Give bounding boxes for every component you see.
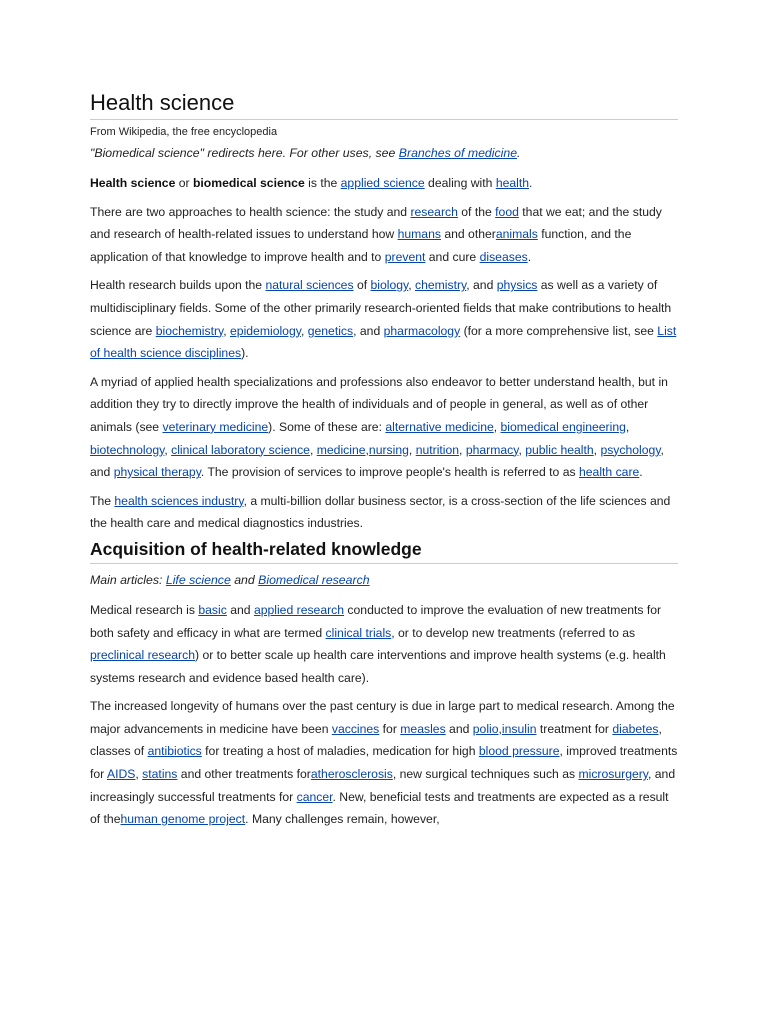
link-basic[interactable]: basic — [198, 602, 227, 617]
link-polio[interactable]: polio — [472, 721, 499, 736]
paragraph-approaches: There are two approaches to health science: the study and research of the food that we eat; and the study and research of health-related issues to understand how humans and otheranimals function, and the application of that knowledge to improve health and to prevent and cure diseases. — [90, 204, 662, 264]
link-list-health-science-disciplines[interactable]: List of health science disciplines — [90, 323, 677, 361]
paragraph-health-research: Health research builds upon the natural sciences of biology, chemistry, and physics as well as a variety of multidisciplinary fields. Some of the other primarily research-oriented fields that make contributions to health science are biochemistry, epidemiology, genetics, and pharmacology (for a more comprehensive list, see List of health science disciplines). — [90, 278, 677, 361]
link-health-sciences-industry[interactable]: health sciences industry — [114, 493, 244, 508]
link-branches-of-medicine[interactable]: Branches of medicine — [398, 146, 518, 160]
link-diseases[interactable]: diseases — [479, 249, 528, 264]
link-alternative-medicine[interactable]: alternative medicine — [385, 419, 494, 434]
link-diabetes[interactable]: diabetes — [612, 721, 659, 736]
link-pharmacy[interactable]: pharmacy — [465, 442, 519, 457]
link-medicine[interactable]: medicine — [316, 442, 366, 457]
link-physical-therapy[interactable]: physical therapy — [113, 465, 201, 480]
section-heading-acquisition: Acquisition of health-related knowledge — [90, 538, 678, 564]
link-applied-research[interactable]: applied research — [253, 602, 345, 617]
link-food[interactable]: food — [495, 204, 519, 219]
link-life-science[interactable]: Life science — [165, 572, 231, 587]
link-blood-pressure[interactable]: blood pressure — [478, 744, 560, 759]
link-biochemistry[interactable]: biochemistry — [155, 323, 224, 338]
paragraph-industry: The health sciences industry, a multi-billion dollar business sector, is a cross-section of the life sciences and the health care and medical diagnostics industries. — [90, 493, 671, 531]
link-nursing[interactable]: nursing — [368, 442, 409, 457]
link-physics[interactable]: physics — [496, 278, 538, 293]
link-biomedical-engineering[interactable]: biomedical engineering — [500, 419, 626, 434]
link-epidemiology[interactable]: epidemiology — [230, 323, 301, 338]
link-biomedical-research[interactable]: Biomedical research — [258, 572, 370, 587]
link-animals[interactable]: animals — [495, 227, 538, 242]
link-chemistry[interactable]: chemistry — [415, 278, 467, 293]
hatnote: "Biomedical science" redirects here. For other uses, see Branches of medicine. — [90, 146, 521, 160]
link-measles[interactable]: measles — [400, 721, 446, 736]
link-veterinary-medicine[interactable]: veterinary medicine — [162, 419, 269, 434]
link-biotechnology[interactable]: biotechnology — [90, 442, 165, 457]
link-humans[interactable]: humans — [397, 227, 441, 242]
link-human-genome-project[interactable]: human genome project — [120, 812, 246, 827]
link-antibiotics[interactable]: antibiotics — [147, 744, 202, 759]
link-preclinical-research[interactable]: preclinical research — [90, 648, 195, 663]
page-title: Health science — [90, 88, 678, 120]
paragraph-specializations: A myriad of applied health specializations and professions also endeavor to better understand health, but in addition they try to directly improve the health of individuals and of people in general, as well as of other animals (see veterinary medicine). Some of these are: alternative medicine, biomedical engineering, biotechnology, clinical laboratory science, medicine,nursing, nutrition, pharmacy, public health, psychology, and physical therapy. The provision of services to improve people's health is referred to as health care. — [90, 374, 668, 480]
link-public-health[interactable]: public health — [525, 442, 594, 457]
link-research[interactable]: research — [410, 204, 458, 219]
paragraph-intro: Health science or biomedical science is the applied science dealing with health. — [90, 176, 533, 190]
link-natural-sciences[interactable]: natural sciences — [265, 278, 354, 293]
link-atherosclerosis[interactable]: atherosclerosis — [310, 767, 393, 782]
link-biology[interactable]: biology — [370, 278, 409, 293]
link-aids[interactable]: AIDS — [106, 767, 136, 782]
article-content — [90, 88, 678, 831]
link-insulin[interactable]: insulin — [501, 721, 537, 736]
link-clinical-trials[interactable]: clinical trials — [325, 625, 392, 640]
link-microsurgery[interactable]: microsurgery — [578, 767, 648, 782]
site-tagline: From Wikipedia, the free encyclopedia — [90, 126, 278, 138]
link-clinical-laboratory-science[interactable]: clinical laboratory science — [171, 442, 310, 457]
link-health-care[interactable]: health care — [578, 465, 640, 480]
link-nutrition[interactable]: nutrition — [415, 442, 460, 457]
link-prevent[interactable]: prevent — [384, 249, 426, 264]
paragraph-longevity: The increased longevity of humans over the past century is due in large part to medical research. Among the major advancements in medicine have been vaccines for measles and polio,insulin treatment for diabetes, classes of antibiotics for treating a host of maladies, medication for high blood pressure, improved treatments for AIDS, statins and other treatments foratherosclerosis, new surgical techniques such as microsurgery, and increasingly successful treatments for cancer. New, beneficial tests and treatments are expected as a result of thehuman genome project. Many challenges remain, however, — [90, 699, 678, 827]
link-vaccines[interactable]: vaccines — [331, 721, 380, 736]
link-genetics[interactable]: genetics — [307, 323, 354, 338]
link-health[interactable]: health — [495, 176, 530, 190]
main-articles-note: Main articles: Life science and Biomedical research — [90, 572, 370, 587]
link-cancer[interactable]: cancer — [296, 789, 333, 804]
link-pharmacology[interactable]: pharmacology — [383, 323, 461, 338]
link-applied-science[interactable]: applied science — [340, 176, 425, 190]
paragraph-medical-research: Medical research is basic and applied research conducted to improve the evaluation of new treatments for both safety and efficacy in what are termed clinical trials, or to develop new treatments (referred to as preclinical research) or to better scale up health care interventions and improve health systems (e.g. health systems research and evidence based health care). — [90, 602, 666, 685]
link-psychology[interactable]: psychology — [600, 442, 661, 457]
link-statins[interactable]: statins — [142, 767, 178, 782]
